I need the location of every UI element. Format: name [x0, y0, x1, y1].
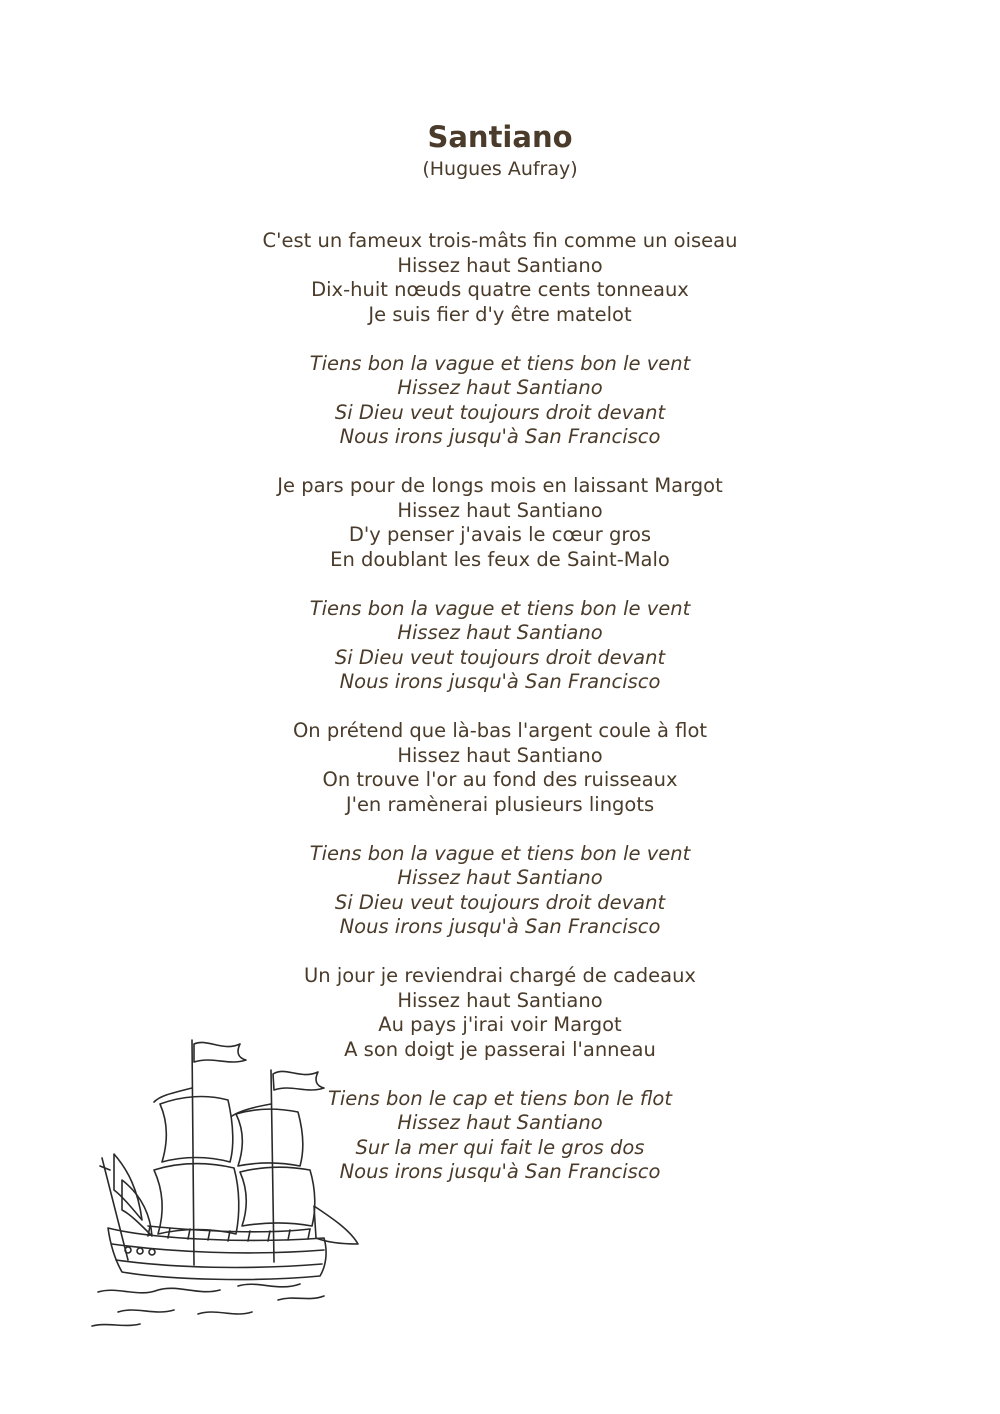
stanza-verse: [0, 229, 1000, 327]
lyric-line: Hissez haut Santiano: [397, 743, 603, 767]
stanza-verse: [0, 474, 1000, 572]
lyric-line: Si Dieu veut toujours droit devant: [334, 890, 666, 914]
lyric-line: On prétend que là-bas l'argent coule à flot: [292, 719, 708, 742]
lyric-line: Hissez haut Santiano: [397, 498, 603, 522]
stanza-chorus: [0, 597, 1000, 695]
lyric-line: Tiens bon la vague et tiens bon le vent: [309, 841, 691, 865]
sailing-ship-icon: [88, 1030, 368, 1330]
stanza-chorus: [0, 842, 1000, 940]
song-title: Santiano: [427, 120, 573, 154]
lyric-line: Si Dieu veut toujours droit devant: [334, 400, 666, 424]
lyric-line: Tiens bon la vague et tiens bon le vent: [309, 596, 691, 620]
lyric-line: Nous irons jusqu'à San Francisco: [339, 425, 661, 448]
lyric-line: Dix-huit nœuds quatre cents tonneaux: [311, 278, 689, 301]
lyric-line: Hissez haut Santiano: [397, 253, 603, 277]
lyric-line: Hissez haut Santiano: [397, 1111, 603, 1134]
lyric-line: A son doigt je passerai l'anneau: [344, 1037, 656, 1061]
lyric-line: Hissez haut Santiano: [397, 866, 603, 889]
lyric-line: En doublant les feux de Saint-Malo: [330, 547, 670, 571]
lyric-line: Hissez haut Santiano: [397, 621, 603, 644]
lyric-line: D'y penser j'avais le cœur gros: [348, 523, 652, 546]
lyric-line: Nous irons jusqu'à San Francisco: [339, 1160, 661, 1183]
lyric-line: Sur la mer qui fait le gros dos: [355, 1135, 645, 1159]
song-author: (Hugues Aufray): [422, 158, 578, 180]
lyric-line: Un jour je reviendrai chargé de cadeaux: [304, 964, 696, 987]
lyric-line: On trouve l'or au fond des ruisseaux: [322, 768, 678, 791]
lyric-line: Nous irons jusqu'à San Francisco: [339, 670, 661, 693]
lyric-line: Tiens bon le cap et tiens bon le flot: [327, 1086, 673, 1110]
lyric-line: C'est un fameux trois-mâts fin comme un oiseau: [262, 229, 738, 252]
lyric-line: Hissez haut Santiano: [397, 988, 603, 1012]
stanza-chorus: [0, 352, 1000, 450]
lyric-line: Nous irons jusqu'à San Francisco: [339, 915, 661, 938]
stanza-verse: [0, 719, 1000, 817]
lyric-line: J'en ramènerai plusieurs lingots: [345, 792, 655, 816]
lyric-line: Je pars pour de longs mois en laissant Margot: [277, 474, 723, 497]
lyric-line: Tiens bon la vague et tiens bon le vent: [309, 351, 691, 375]
lyric-line: Si Dieu veut toujours droit devant: [334, 645, 666, 669]
lyric-line: Hissez haut Santiano: [397, 376, 603, 399]
lyric-line: Je suis fier d'y être matelot: [368, 302, 632, 326]
lyric-line: Au pays j'irai voir Margot: [378, 1013, 622, 1036]
